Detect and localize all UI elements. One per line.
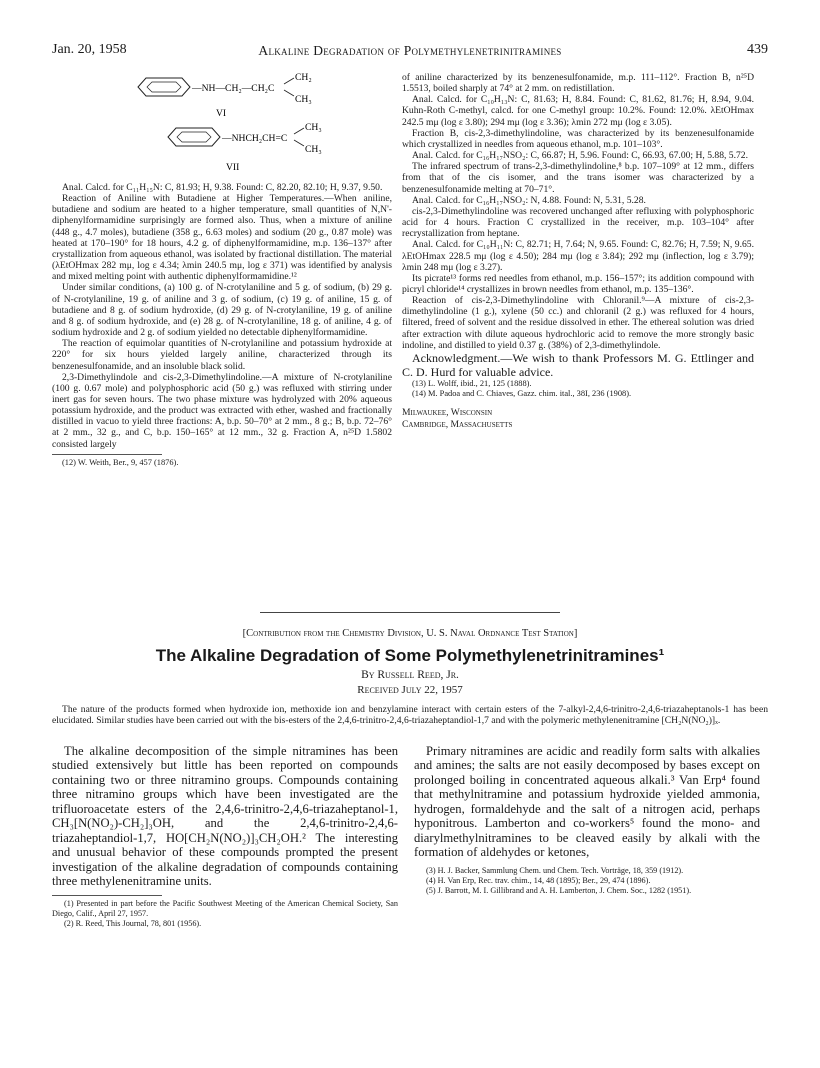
paragraph: Anal. Calcd. for C₁₆H₁₇NSO₂: N, 4.88. Found: N, 5.31, 5.28. xyxy=(412,194,646,206)
paragraph: The reaction of equimolar quantities of N-crotylaniline and potassium hydroxide at 220° for six hours yielded largely aniline, characterized through its benzenesulfonamide, and an insoluble black solid. xyxy=(52,338,392,372)
paragraph: Fraction B, cis-2,3-dimethylindoline, was characterized by its benzenesulfonamide which crystallized in needles from aqueous ethanol, m.p. 101–103°. xyxy=(402,127,754,150)
section-separator xyxy=(260,612,560,613)
footnote-rule xyxy=(52,895,162,896)
body-left-column xyxy=(52,744,398,929)
structure-vi-bottom: CH₃ xyxy=(295,94,312,105)
chemical-structures xyxy=(52,72,392,182)
left-column xyxy=(52,72,392,468)
footnote-rule xyxy=(52,454,162,455)
footnote: (3) H. J. Backer, Sammlung Chem. und Chem. Tech. Vorträge, 18, 359 (1912). xyxy=(426,865,684,875)
paragraph: cis-2,3-Dimethylindoline was recovered unchanged after refluxing with polyphosphoric acid for 4 hours. Fraction C crystallized in the receiver, m.p. 103–104° after recrystallization from heptane. xyxy=(402,205,754,240)
header-date: Jan. 20, 1958 xyxy=(52,42,127,57)
paragraph: Reaction of Aniline with Butadiene at Higher Temperatures.—When aniline, butadiene and sodium are heated to a higher temperature, small quantities of N,N'-diphenylformamidine surprisingly are formed also. Thus, when a mixture of aniline (448 g., 4.7 moles), butadiene (358 g., 6.63 moles) and sodium (20 g., 0.87 mole) was heated at 170–190° for 18 hours, 4.2 g. of diphenylformamidine, m.p. 136–137° after crystallization from aqueous ethanol, was isolated by fractional distillation. The material (λEtOHmax 282 mμ, log ε 4.34; λmin 240.5 mμ, log ε 371) was identified by analysis and mixed melting point with authentic diphenylformamidine.¹² xyxy=(52,193,392,283)
footnote: (12) W. Weith, Ber., 9, 457 (1876). xyxy=(62,457,179,467)
paragraph: Anal. Calcd. for C₁₆H₁₇NSO₂: C, 66.87; H, 5.96. Found: C, 66.93, 67.00; H, 5.88, 5.72. xyxy=(412,150,748,162)
acknowledgment: Acknowledgment.—We wish to thank Professors M. G. Ettlinger and C. D. Hurd for valuable advice. xyxy=(402,350,754,379)
paragraph: Anal. Calcd. for C₁₁H₁₅N: C, 81.93; H, 9.38. Found: C, 82.20, 82.10; H, 9.37, 9.50. xyxy=(62,182,383,193)
structure-vi-top: CH₂ xyxy=(295,72,312,83)
footnote: (13) L. Wolff, ibid., 21, 125 (1888). xyxy=(412,378,532,388)
bond-line-icon xyxy=(284,90,294,96)
paragraph: The alkaline decomposition of the simple nitramines has been studied extensively but little has been reported on compounds containing two or three nitramino groups. Compounds containing three nitramino groups which have been investigated are the trifluoroacetate esters of the 2,4,6-trinitro-2,4,6-triazaheptanol-1, CH₃[N(NO₂)-CH₂]₃OH, and the 2,4,6-trinitro-2,4,6-triazaheptandiol-1,7, HO[CH₂N(NO₂)]₃CH₂OH.² The interesting and unusual behavior of these compounds prompted the present investigation of the alkaline degradation of compounds containing three methylenenitramine units. xyxy=(52,744,398,889)
footnote: (2) R. Reed, This Journal, 78, 801 (1956). xyxy=(64,918,202,928)
benzene-ring-vii-icon xyxy=(168,128,220,146)
body-right-column xyxy=(414,744,760,896)
footnote: (1) Presented in part before the Pacific Southwest Meeting of the American Chemical Society, San Diego, Calif., April 27, 1957. xyxy=(52,898,398,918)
paragraph: of aniline characterized by its benzenesulfonamide, m.p. 111–112°. Fraction B, n²⁵D 1.5513, boiled sharply at 74° at 2 mm. on redistillation. xyxy=(402,72,754,95)
footnote: (14) M. Padoa and C. Chiaves, Gazz. chim. ital., 38I, 236 (1908). xyxy=(412,389,632,399)
article-title: The Alkaline Degradation of Some Polymethylenetrinitramines¹ xyxy=(155,646,665,665)
paragraph: 2,3-Dimethylindole and cis-2,3-Dimethylindoline.—A mixture of N-crotylaniline (100 g. 0.67 mole) and polyphosphoric acid (50 g.) was refluxed with stirring under inert gas for seven hours. The two phase mixture was hydrolyzed with 20% aqueous potassium hydroxide, and the product was extracted with ether, washed and fractionally distilled in vacuo to yield three fractions: A, b.p. 50–70° at 2 mm., 8 g.; B, b.p. 72–76° at 2 mm., 32 g., and C, b.p. 150–165° at 12 mm., 32 g. Fraction A, n²⁵D 1.5802 consisted largely xyxy=(52,371,392,450)
bond-line-icon xyxy=(294,140,304,146)
structure-vii-bottom: CH₃ xyxy=(305,144,322,155)
structure-vii-label: VII xyxy=(226,162,240,173)
author-addresses xyxy=(402,407,754,429)
paragraph: Under similar conditions, (a) 100 g. of N-crotylaniline and 5 g. of sodium, (b) 29 g. of N-crotylaniline, 19 g. of aniline and 3 g. of sodium, (c) 19 g. of aniline, 15 g. of butadiene and 8 g. of sodium hydroxide, (d) 29 g. of N-crotylaniline, 19 g. of aniline and 8 g. of sodium hydroxide, and (e) 28 g. of N-crotylaniline, 18 g. of aniline, 4 g. of sodium hydroxide and 2 g. of sodium yielded no detectable diphenylformamidine. xyxy=(52,282,392,339)
address-line: Cambridge, Massachusetts xyxy=(402,418,513,430)
right-column xyxy=(402,72,754,430)
contribution-line: [Contribution from the Chemistry Division, U. S. Naval Ordnance Test Station] xyxy=(242,628,578,639)
structure-vii-chain: —NHCH₂CH=C xyxy=(222,133,288,144)
article-author: By Russell Reed, Jr. xyxy=(361,669,459,681)
bond-line-icon xyxy=(284,78,294,84)
footnote: (5) J. Barrott, M. I. Gillibrand and A. H. Lamberton, J. Chem. Soc., 1282 (1951). xyxy=(426,885,692,895)
benzene-ring-vi-icon xyxy=(138,78,190,96)
header-running-title: Alkaline Degradation of Polymethylenetrinitramines xyxy=(258,43,562,58)
structure-vii-top: CH₃ xyxy=(305,122,322,133)
paragraph: Its picrate¹³ forms red needles from ethanol, m.p. 156–157°; its addition compound with picryl chloride¹⁴ crystallizes in brown needles from ethanol, m.p. 135–136°. xyxy=(402,272,754,295)
paragraph: Anal. Calcd. for C₁₀H₁₃N: C, 81.63; H, 8.84. Found: C, 81.62, 81.76; H, 8.94, 9.04. Kuhn-Roth C-methyl, calcd. for one C-methyl group: 10.2%. Found: 12.0%. λEtOHmax 242.5 mμ (log ε 3.80); 294 mμ (log ε 3.36); λmin 272 mμ (log ε 3.05). xyxy=(402,94,754,128)
structure-drawing xyxy=(52,72,392,182)
header-page-number: 439 xyxy=(747,42,768,57)
running-header xyxy=(52,42,768,62)
footnote: (4) H. Van Erp, Rec. trav. chim., 14, 48 (1895); Ber., 29, 474 (1896). xyxy=(426,875,651,885)
abstract: The nature of the products formed when hydroxide ion, methoxide ion and benzylamine interact with certain esters of the 7-alkyl-2,4,6-trinitro-2,4,6-triazaheptanols-1 has been elucidated. Similar studies have been carried out with the bis-esters of the 2,4,6-trinitro-2,4,6-triazaheptandiol-1,7 and with the polymeric methylenenitramine [CH₂N(NO₂)]ₓ. xyxy=(52,704,768,727)
received-date: Received July 22, 1957 xyxy=(357,684,463,696)
structure-vi-label: VI xyxy=(216,108,227,119)
address-line: Milwaukee, Wisconsin xyxy=(402,407,493,419)
bond-line-icon xyxy=(294,128,304,134)
paragraph: The infrared spectrum of trans-2,3-dimethylindoline,⁸ b.p. 107–109° at 12 mm., differs from that of the cis isomer, and the trans isomer was characterized by a benzenesulfonamide melting at 70–71°. xyxy=(402,161,754,195)
paragraph: Reaction of cis-2,3-Dimethylindoline with Chloranil.⁹—A mixture of cis-2,3-dimethylindoline (1 g.), xylene (50 cc.) and chloranil (2 g.) was refluxed for 4 hours, filtered, freed of solvent and the residue dissolved in ether. The ethereal solution was dried after extraction with dilute aqueous hydrochloric acid to remove the more strongly basic indoline, and distilled to yield 0.37 g. (38%) of 2,3-dimethylindole. xyxy=(402,295,754,351)
paragraph: Primary nitramines are acidic and readily form salts with alkalies and amines; the salts are not easily decomposed by bases except on prolonged boiling in concentrated aqueous alkali.³ Van Erp⁴ found that methylnitramine and potassium hydroxide yielded ammonia, hydrogen, formaldehyde and the salt of a nitrogen acid, perhaps hyponitrous. Lamberton and co-workers⁵ found the mono- and diarylmethylnitramines to be cleaved easily by alkali with the formation of aldehydes or ketones, xyxy=(414,744,760,860)
paragraph: Anal. Calcd. for C₁₀H₁₁N: C, 82.71; H, 7.64; N, 9.65. Found: C, 82.76; H, 7.59; N, 9.65. λEtOHmax 228.5 mμ (log ε 4.50); 284 mμ (log ε 3.84); 292 mμ (inflection, log ε 3.79); λmin 248 mμ (log ε 3.27). xyxy=(402,239,754,273)
structure-vi-chain: —NH—CH₂—CH₂C xyxy=(192,83,275,94)
